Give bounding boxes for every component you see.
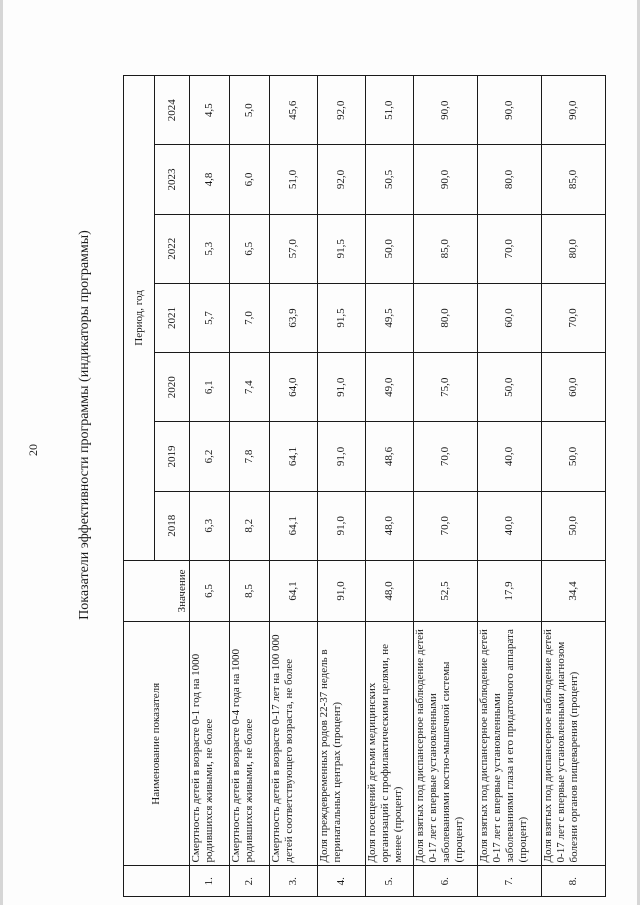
year-value: 6,1: [190, 353, 230, 422]
header-year: 2022: [155, 214, 190, 283]
table-row: [366, 76, 414, 897]
year-value: 49,0: [366, 353, 414, 422]
year-value: 70,0: [478, 214, 542, 283]
year-value: 5,0: [230, 76, 270, 145]
year-value: 4,8: [190, 145, 230, 214]
year-value: 51,0: [366, 76, 414, 145]
header-value: Значение: [124, 560, 190, 621]
page-title: Показатели эффективности программы (индикаторы программы): [77, 230, 92, 620]
header-number: [124, 866, 190, 897]
table-row: [414, 76, 478, 897]
baseline-value: 64,1: [270, 560, 318, 621]
baseline-value: 17,9: [478, 560, 542, 621]
year-value: 75,0: [414, 353, 478, 422]
year-value: 5,7: [190, 283, 230, 352]
indicator-name: Доля посещений детьми медицинских организаций с профилактическими целями, не менее (процент): [366, 622, 414, 866]
year-value: 48,0: [366, 491, 414, 560]
year-value: 5,3: [190, 214, 230, 283]
baseline-value: 91,0: [318, 560, 366, 621]
table-row: [478, 76, 542, 897]
header-period: Период, год: [124, 76, 155, 561]
indicator-name: Доля взятых под диспансерное наблюдение детей 0-17 лет с впервые установленными заболеваниями глаза и его придаточного аппарата (процент): [478, 622, 542, 866]
indicators-table: [123, 75, 606, 897]
year-value: 4,5: [190, 76, 230, 145]
baseline-value: 52,5: [414, 560, 478, 621]
year-value: 7,4: [230, 353, 270, 422]
year-value: 6,5: [230, 214, 270, 283]
indicator-name: Смертность детей в возрасте 0-17 лет на 100 000 детей соответствующего возраста, не более: [270, 622, 318, 866]
row-number: 6.: [414, 866, 478, 897]
baseline-value: 48,0: [366, 560, 414, 621]
row-number: 4.: [318, 866, 366, 897]
year-value: 48,6: [366, 422, 414, 491]
indicator-name: Смертность детей в возрасте 0-4 года на 1000 родившихся живыми, не более: [230, 622, 270, 866]
header-year: 2019: [155, 422, 190, 491]
year-value: 50,5: [366, 145, 414, 214]
page-number: 20: [26, 444, 40, 456]
header-year: 2023: [155, 145, 190, 214]
table-row: [190, 76, 230, 897]
year-value: 64,1: [270, 422, 318, 491]
header-year: 2018: [155, 491, 190, 560]
year-value: 80,0: [478, 145, 542, 214]
table-row: [318, 76, 366, 897]
year-value: 90,0: [414, 145, 478, 214]
year-value: 8,2: [230, 491, 270, 560]
year-value: 90,0: [414, 76, 478, 145]
year-value: 60,0: [542, 353, 606, 422]
year-value: 64,0: [270, 353, 318, 422]
year-value: 40,0: [478, 491, 542, 560]
header-year: 2020: [155, 353, 190, 422]
year-value: 63,9: [270, 283, 318, 352]
indicator-name: Доля взятых под диспансерное наблюдение детей 0-17 лет с впервые установленными заболеваниями костно-мышечной системы (процент): [414, 622, 478, 866]
baseline-value: 34,4: [542, 560, 606, 621]
row-number: 1.: [190, 866, 230, 897]
year-value: 50,0: [478, 353, 542, 422]
table-row: [230, 76, 270, 897]
row-number: 3.: [270, 866, 318, 897]
year-value: 7,0: [230, 283, 270, 352]
year-value: 51,0: [270, 145, 318, 214]
year-value: 60,0: [478, 283, 542, 352]
baseline-value: 6,5: [190, 560, 230, 621]
year-value: 91,0: [318, 491, 366, 560]
year-value: 45,6: [270, 76, 318, 145]
row-number: 8.: [542, 866, 606, 897]
year-value: 92,0: [318, 76, 366, 145]
year-value: 40,0: [478, 422, 542, 491]
row-number: 2.: [230, 866, 270, 897]
indicator-name: Доля взятых под диспансерное наблюдение детей 0-17 лет с впервые установленными диагнозом болезни органов пищеварения (процент): [542, 622, 606, 866]
year-value: 70,0: [414, 422, 478, 491]
table-row: [542, 76, 606, 897]
year-value: 6,0: [230, 145, 270, 214]
indicator-name: Доля преждевременных родов 22-37 недель в перинатальных центрах (процент): [318, 622, 366, 866]
year-value: 70,0: [414, 491, 478, 560]
year-value: 6,2: [190, 422, 230, 491]
baseline-value: 8,5: [230, 560, 270, 621]
year-value: 85,0: [414, 214, 478, 283]
header-year: 2024: [155, 76, 190, 145]
year-value: 90,0: [542, 76, 606, 145]
table-row: [270, 76, 318, 897]
year-value: 57,0: [270, 214, 318, 283]
header-indicator-name: Наименование показателя: [124, 622, 190, 866]
year-value: 92,0: [318, 145, 366, 214]
year-value: 50,0: [366, 214, 414, 283]
year-value: 91,0: [318, 353, 366, 422]
year-value: 50,0: [542, 491, 606, 560]
indicator-name: Смертность детей в возрасте 0-1 год на 1000 родившихся живыми, не более: [190, 622, 230, 866]
year-value: 49,5: [366, 283, 414, 352]
year-value: 50,0: [542, 422, 606, 491]
year-value: 80,0: [414, 283, 478, 352]
year-value: 91,5: [318, 214, 366, 283]
year-value: 90,0: [478, 76, 542, 145]
year-value: 85,0: [542, 145, 606, 214]
header-year: 2021: [155, 283, 190, 352]
row-number: 5.: [366, 866, 414, 897]
year-value: 7,8: [230, 422, 270, 491]
row-number: 7.: [478, 866, 542, 897]
year-value: 91,0: [318, 422, 366, 491]
year-value: 70,0: [542, 283, 606, 352]
year-value: 91,5: [318, 283, 366, 352]
year-value: 80,0: [542, 214, 606, 283]
year-value: 6,3: [190, 491, 230, 560]
year-value: 64,1: [270, 491, 318, 560]
